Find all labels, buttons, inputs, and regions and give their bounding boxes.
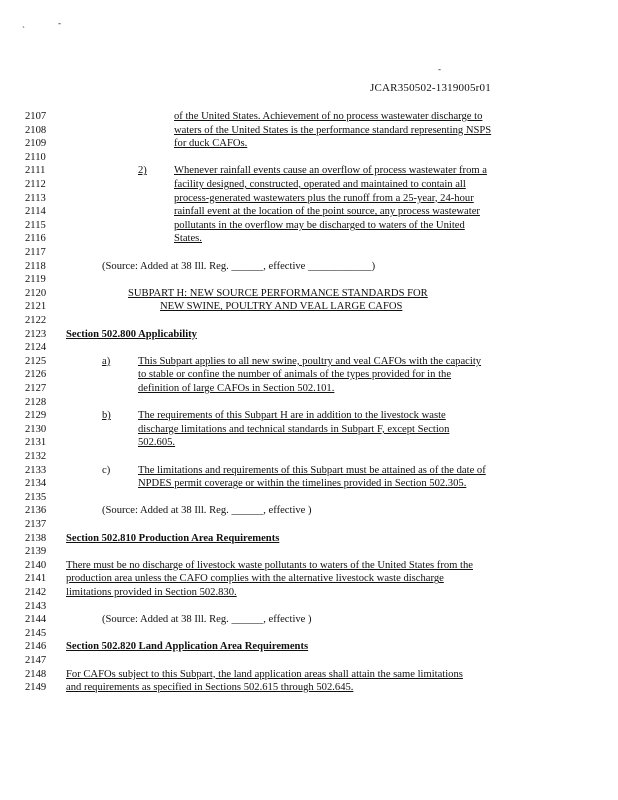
source-note: (Source: Added at 38 Ill. Reg. ______, effective ____________) — [102, 260, 376, 272]
text-line: States. — [174, 233, 202, 245]
list-label: c) — [102, 464, 111, 476]
line-number: 2113 — [25, 192, 46, 204]
section-heading: Section 502.820 Land Application Area Requirements — [66, 641, 309, 653]
text-line: of the United States. Achievement of no process wastewater discharge to — [174, 111, 483, 122]
line-number: 2145 — [25, 627, 47, 639]
line-number: 2136 — [25, 505, 47, 517]
line-number: 2129 — [25, 410, 47, 422]
text-line: Whenever rainfall events cause an overflow of process wastewater from a — [174, 165, 487, 177]
line-number: 2128 — [25, 396, 47, 408]
line-number: 2130 — [25, 423, 47, 435]
line-number: 2141 — [25, 573, 47, 585]
subpart-heading: NEW SWINE, POULTRY AND VEAL LARGE CAFOS — [160, 301, 403, 313]
text-line: rainfall event at the location of the point source, any process wastewater — [174, 206, 480, 218]
source-note: (Source: Added at 38 Ill. Reg. ______, effective ) — [102, 614, 312, 626]
line-number: 2115 — [25, 219, 46, 231]
text-line: and requirements as specified in Sections 502.615 through 502.645. — [66, 682, 354, 694]
text-line: There must be no discharge of livestock waste pollutants to waters of the United States from the — [66, 559, 473, 571]
line-number: 2118 — [25, 260, 46, 272]
text-line: The limitations and requirements of this Subpart must be attained as of the date of — [138, 464, 486, 476]
line-number: 2127 — [25, 383, 47, 394]
line-number: 2120 — [25, 287, 47, 299]
line-number: 2123 — [25, 328, 47, 340]
line-number: 2126 — [25, 369, 47, 381]
line-number: 2108 — [25, 124, 47, 136]
line-number: 2111 — [25, 165, 46, 177]
subpart-heading: SUBPART H: NEW SOURCE PERFORMANCE STANDARDS FOR — [128, 287, 428, 299]
line-number: 2119 — [25, 274, 46, 286]
text-line: limitations provided in Section 502.830. — [66, 587, 237, 598]
text-line: process-generated wastewaters plus the runoff from a 25-year, 24-hour — [174, 192, 474, 204]
text-line: This Subpart applies to all new swine, poultry and veal CAFOs with the capacity — [138, 355, 482, 367]
line-number: 2124 — [25, 342, 47, 354]
text-line: NPDES permit coverage or within the timelines provided in Section 502.305. — [138, 478, 467, 490]
text-line: waters of the United States is the performance standard representing NSPS — [174, 124, 492, 136]
source-note: (Source: Added at 38 Ill. Reg. ______, effective ) — [102, 505, 312, 517]
line-number: 2121 — [25, 301, 47, 313]
section-heading: Section 502.800 Applicability — [66, 328, 197, 340]
line-number: 2147 — [25, 655, 47, 666]
line-number: 2110 — [25, 151, 46, 163]
line-number: 2142 — [25, 587, 47, 598]
list-label: a) — [102, 355, 111, 367]
text-line: production area unless the CAFO complies with the alternative livestock waste discharge — [66, 573, 444, 585]
line-number: 2109 — [25, 138, 47, 150]
list-label: b) — [102, 410, 111, 422]
line-number: 2114 — [25, 206, 46, 218]
scan-mark: ` — [22, 25, 25, 35]
line-number: 2143 — [25, 600, 47, 612]
line-number: 2122 — [25, 315, 47, 326]
text-line: For CAFOs subject to this Subpart, the land application areas shall attain the same limitations — [66, 668, 463, 680]
text-line: to stable or confine the number of animals of the types provided for in the — [138, 369, 452, 381]
line-number: 2125 — [25, 355, 47, 367]
line-number: 2148 — [25, 668, 47, 680]
line-number: 2137 — [25, 519, 47, 530]
line-number: 2117 — [25, 247, 46, 258]
scan-mark: - — [58, 18, 61, 28]
line-number: 2149 — [25, 682, 47, 694]
text-line: definition of large CAFOs in Section 502.101. — [138, 383, 335, 394]
line-number: 2107 — [25, 111, 47, 122]
line-number: 2134 — [25, 478, 47, 490]
line-number: 2139 — [25, 546, 47, 558]
line-number: 2133 — [25, 464, 47, 476]
line-number: 2131 — [25, 437, 47, 449]
line-number: 2138 — [25, 532, 47, 544]
line-number: 2135 — [25, 491, 47, 503]
section-heading: Section 502.810 Production Area Requirements — [66, 532, 280, 544]
text-line: facility designed, constructed, operated and maintained to contain all — [174, 179, 466, 190]
text-line: discharge limitations and technical standards in Subpart F, except Section — [138, 423, 450, 435]
text-line: pollutants in the overflow may be discharged to waters of the United — [174, 219, 465, 231]
line-number: 2132 — [25, 451, 47, 462]
line-number: 2144 — [25, 614, 47, 626]
scan-mark: - — [438, 64, 441, 74]
list-label: 2) — [138, 165, 147, 177]
text-line: for duck CAFOs. — [174, 138, 248, 150]
text-line: The requirements of this Subpart H are in addition to the livestock waste — [138, 410, 446, 422]
line-number: 2116 — [25, 233, 46, 245]
document-id: JCAR350502-1319005r01 — [370, 82, 491, 94]
line-number: 2146 — [25, 641, 47, 653]
line-number: 2112 — [25, 179, 46, 190]
line-number: 2140 — [25, 559, 47, 571]
text-line: 502.605. — [138, 437, 176, 449]
